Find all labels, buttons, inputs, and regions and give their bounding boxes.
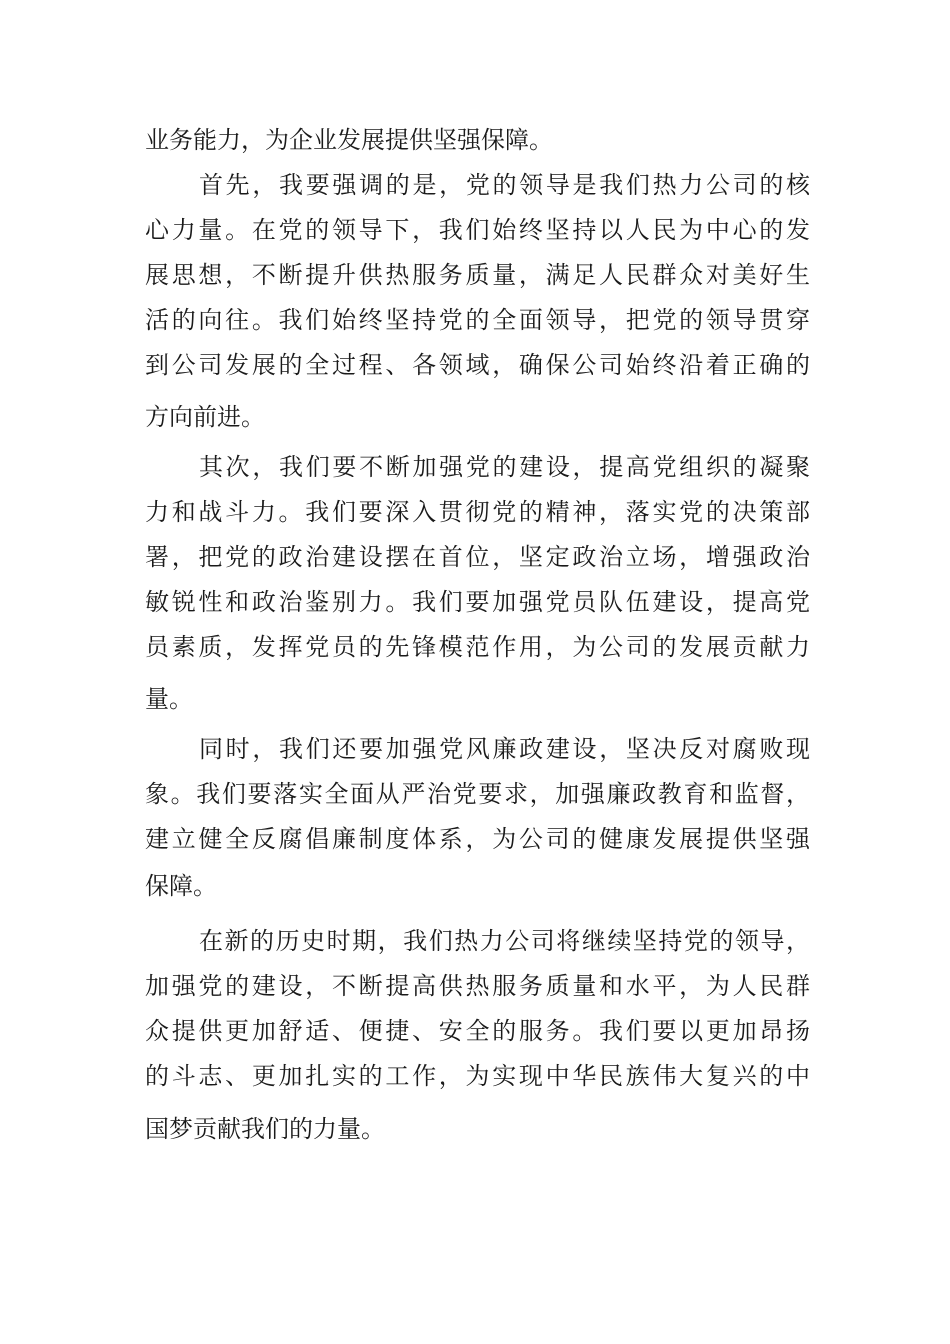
- paragraph-first-line: 在新的历史时期，我们热力公司将继续坚持党的领导，: [199, 927, 810, 955]
- text-line: 建立健全反腐倡廉制度体系，为公司的健康发展提供坚强: [145, 825, 810, 853]
- text-line: 署，把党的政治建设摆在首位，坚定政治立场，增强政治: [145, 543, 810, 571]
- text-line: 到公司发展的全过程、各领域，确保公司始终沿着正确的: [145, 351, 810, 379]
- text-line: 业务能力，为企业发展提供坚强保障。: [145, 126, 553, 154]
- text-line: 心力量。在党的领导下，我们始终坚持以人民为中心的发: [145, 216, 810, 244]
- text-line: 展思想，不断提升供热服务质量，满足人民群众对美好生: [145, 261, 810, 289]
- paragraph-last-line: 国梦贡献我们的力量。: [145, 1115, 385, 1143]
- paragraph-first-line: 同时，我们还要加强党风廉政建设，坚决反对腐败现: [199, 735, 810, 763]
- text-line: 象。我们要落实全面从严治党要求，加强廉政教育和监督，: [145, 780, 810, 808]
- text-line: 敏锐性和政治鉴别力。我们要加强党员队伍建设，提高党: [145, 588, 810, 616]
- text-line: 加强党的建设，不断提高供热服务质量和水平，为人民群: [145, 972, 810, 1000]
- text-line: 员素质，发挥党员的先锋模范作用，为公司的发展贡献力: [145, 633, 810, 661]
- text-line: 的斗志、更加扎实的工作，为实现中华民族伟大复兴的中: [145, 1062, 810, 1090]
- paragraph-first-line: 首先，我要强调的是，党的领导是我们热力公司的核: [199, 171, 810, 199]
- text-line: 力和战斗力。我们要深入贯彻党的精神，落实党的决策部: [145, 498, 810, 526]
- paragraph-last-line: 保障。: [145, 872, 217, 900]
- text-line: 活的向往。我们始终坚持党的全面领导，把党的领导贯穿: [145, 306, 810, 334]
- paragraph-last-line: 方向前进。: [145, 403, 265, 431]
- paragraph-last-line: 量。: [145, 685, 193, 713]
- text-line: 众提供更加舒适、便捷、安全的服务。我们要以更加昂扬: [145, 1017, 810, 1045]
- paragraph-first-line: 其次，我们要不断加强党的建设，提高党组织的凝聚: [199, 453, 810, 481]
